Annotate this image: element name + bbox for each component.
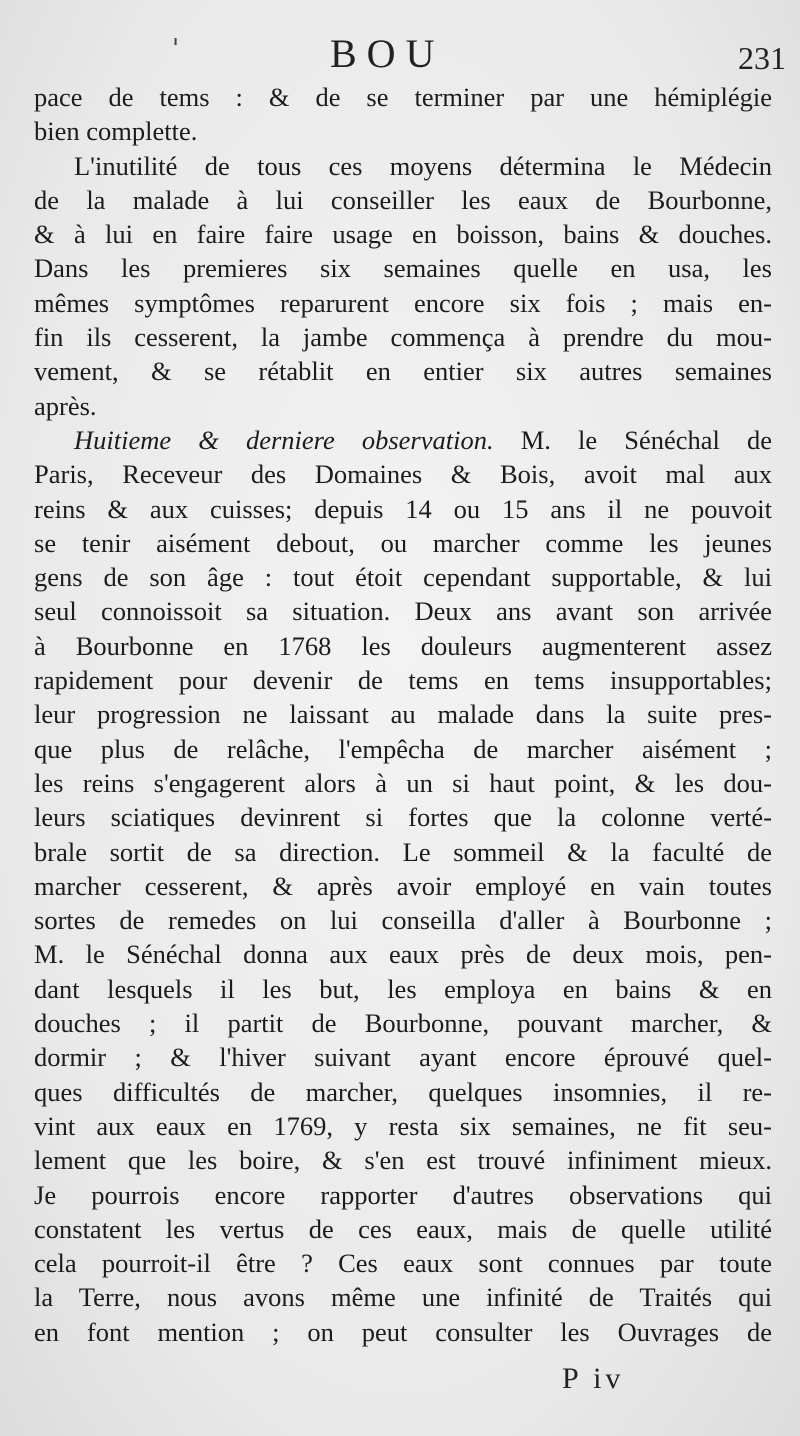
text-line: mêmes symptômes reparurent encore six fois ; mais en- bbox=[34, 287, 772, 318]
text-line: se tenir aisément debout, ou marcher comme les jeunes bbox=[34, 527, 772, 558]
text-line: vement, & se rétablit en entier six autres semaines bbox=[34, 356, 772, 387]
page-header bbox=[0, 28, 800, 88]
text-line: dormir ; & l'hiver suivant ayant encore éprouvé quel- bbox=[34, 1042, 772, 1073]
text-line: leur progression ne laissant au malade dans la suite pres- bbox=[34, 699, 772, 730]
text-line: Je pourrois encore rapporter d'autres observations qui bbox=[34, 1179, 772, 1210]
text-line: L'inutilité de tous ces moyens détermina le Médecin bbox=[74, 150, 772, 181]
text-line: M. le Sénéchal donna aux eaux près de deux mois, pen- bbox=[34, 939, 772, 970]
text-line: vint aux eaux en 1769, y resta six semaines, ne fit seu- bbox=[34, 1110, 772, 1141]
text-line: les reins s'engagerent alors à un si haut point, & les dou- bbox=[34, 767, 772, 798]
text-line: cela pourroit-il être ? Ces eaux sont connues par toute bbox=[34, 1248, 772, 1279]
text-line: de la malade à lui conseiller les eaux de Bourbonne, bbox=[34, 184, 772, 215]
body-text bbox=[34, 80, 772, 1349]
text-fragment: M. le Sénéchal de bbox=[520, 424, 772, 455]
observation-heading-line bbox=[34, 423, 772, 457]
observation-heading: Huitieme & derniere observation. bbox=[74, 424, 494, 455]
text-line: que plus de relâche, l'empêcha de marcher aisément ; bbox=[34, 733, 772, 764]
text-line: Paris, Receveur des Domaines & Bois, avoit mal aux bbox=[34, 459, 772, 490]
stray-mark: ' bbox=[172, 34, 180, 64]
text-line: après. bbox=[34, 390, 97, 421]
text-line: reins & aux cuisses; depuis 14 ou 15 ans il ne pouvoit bbox=[34, 493, 772, 524]
signature-mark: P iv bbox=[562, 1362, 625, 1395]
text-line: Dans les premieres six semaines quelle en usa, les bbox=[34, 253, 772, 284]
text-line: ques difficultés de marcher, quelques insomnies, il re- bbox=[34, 1076, 772, 1107]
text-line: constatent les vertus de ces eaux, mais de quelle utilité bbox=[34, 1213, 772, 1244]
text-line: leurs sciatiques devinrent si fortes que la colonne verté- bbox=[34, 802, 772, 833]
text-line: gens de son âge : tout étoit cependant supportable, & lui bbox=[34, 562, 772, 593]
text-line: bien complette. bbox=[34, 116, 198, 147]
text-line: dant lesquels il les but, les employa en bains & en bbox=[34, 973, 772, 1004]
text-line: rapidement pour devenir de tems en tems insupportables; bbox=[34, 665, 772, 696]
text-line: la Terre, nous avons même une infinité de Traités qui bbox=[34, 1282, 772, 1313]
text-line: douches ; il partit de Bourbonne, pouvant marcher, & bbox=[34, 1008, 772, 1039]
text-line: à Bourbonne en 1768 les douleurs augmenterent assez bbox=[34, 630, 772, 661]
text-line: pace de tems : & de se terminer par une hémiplégie bbox=[34, 82, 772, 112]
text-line: marcher cesserent, & après avoir employé en vain toutes bbox=[34, 870, 772, 901]
text-line: lement que les boire, & s'en est trouvé infiniment mieux. bbox=[34, 1145, 772, 1176]
page-number: 231 bbox=[738, 40, 786, 76]
text-line: brale sortit de sa direction. Le sommeil & la faculté de bbox=[34, 836, 772, 867]
text-line: en font mention ; on peut consulter les Ouvrages de bbox=[34, 1316, 772, 1347]
text-line: sortes de remedes on lui conseilla d'aller à Bourbonne ; bbox=[34, 905, 772, 936]
running-head: BOU bbox=[330, 31, 445, 76]
text-line: & à lui en faire faire usage en boisson, bains & douches. bbox=[34, 219, 772, 250]
text-line: fin ils cesserent, la jambe commença à prendre du mou- bbox=[34, 322, 772, 353]
text-line: seul connoissoit sa situation. Deux ans avant son arrivée bbox=[34, 596, 772, 627]
